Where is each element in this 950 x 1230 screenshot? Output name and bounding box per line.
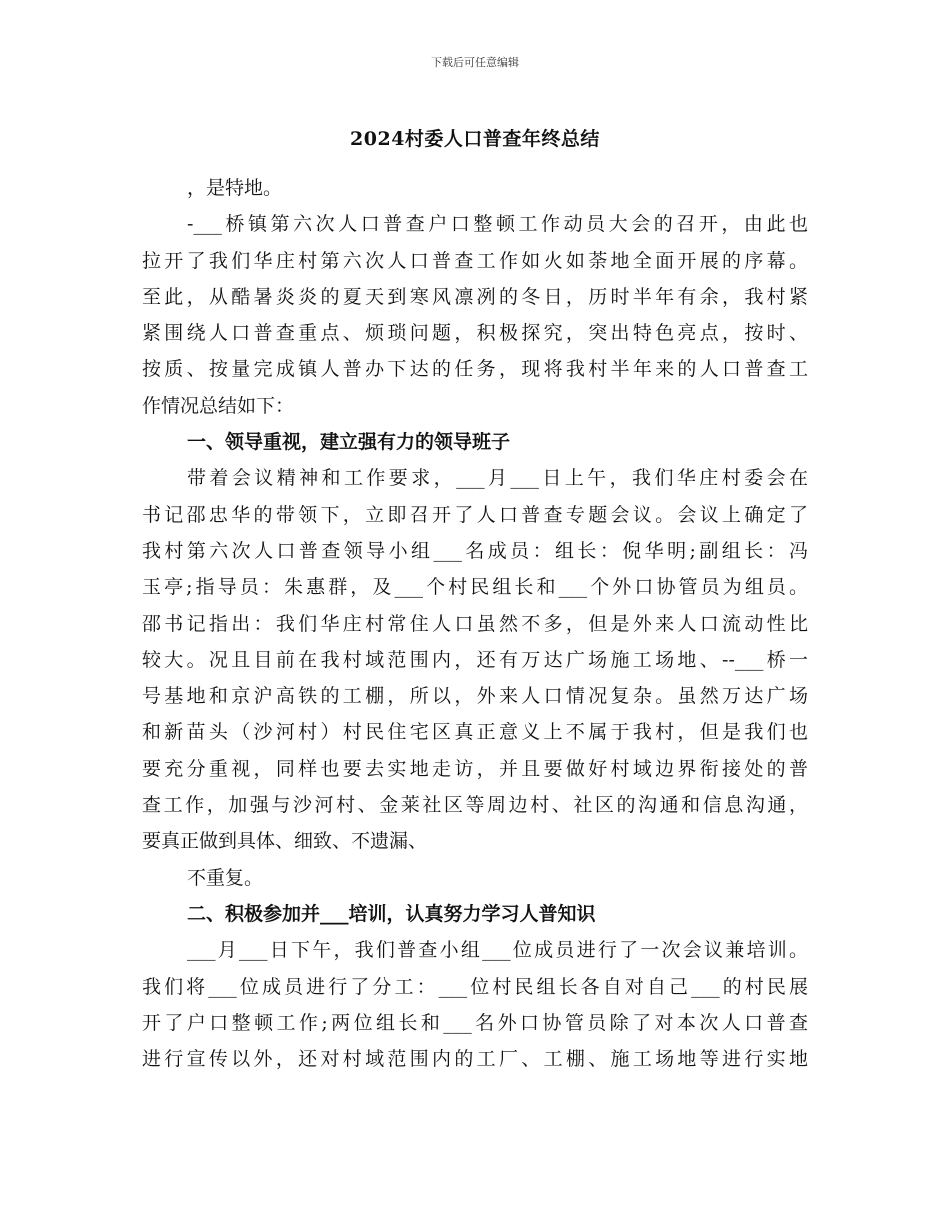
section-heading: 一、领导重视，建立强有力的领导班子 xyxy=(187,431,511,454)
paragraph-line: 拉开了我们华庄村第六次人口普查工作如火如荼地全面开展的序幕。 xyxy=(142,249,808,272)
paragraph-line: ，是特地。 xyxy=(187,177,283,199)
paragraph-line: 和新苗头（沙河村）村民住宅区真正意义上不属于我村，但是我们也 xyxy=(142,721,808,744)
paragraph-line: 号基地和京沪高铁的工棚，所以，外来人口情况复杂。虽然万达广场 xyxy=(142,685,808,708)
paragraph-line: 我村第六次人口普查领导小组___名成员：组长：倪华明;副组长：冯 xyxy=(142,539,808,562)
paragraph-line: 开了户口整顿工作;两位组长和___名外口协管员除了对本次人口普查 xyxy=(142,1011,808,1034)
paragraph-line: 邵书记指出：我们华庄村常住人口虽然不多，但是外来人口流动性比 xyxy=(142,612,808,635)
paragraph-line: 作情况总结如下： xyxy=(142,394,295,417)
paragraph-line: 查工作，加强与沙河村、金莱社区等周边村、社区的沟通和信息沟通， xyxy=(142,794,808,817)
paragraph-line: 要充分重视，同样也要去实地走访，并且要做好村域边界衔接处的普 xyxy=(142,757,808,780)
paragraph-line: ___月___日下午，我们普查小组___位成员进行了一次会议兼培训。 xyxy=(187,939,808,962)
paragraph-line: 我们将___位成员进行了分工：___位村民组长各自对自己___的村民展 xyxy=(142,975,808,998)
paragraph-line: 按质、按量完成镇人普办下达的任务，现将我村半年来的人口普查工 xyxy=(142,358,808,381)
paragraph-line: 玉亭;指导员：朱惠群，及___个村民组长和___个外口协管员为组员。 xyxy=(142,576,808,599)
paragraph-line: -___桥镇第六次人口普查户口整顿工作动员大会的召开，由此也 xyxy=(187,213,808,236)
paragraph-line: 要真正做到具体、细致、不遗漏、 xyxy=(142,830,428,853)
paragraph-line: 书记邵忠华的带领下，立即召开了人口普查专题会议。会议上确定了 xyxy=(142,503,808,526)
section-heading: 二、积极参加并___培训，认真努力学习人普知识 xyxy=(187,902,596,925)
paragraph-line: 进行宣传以外，还对村域范围内的工厂、工棚、施工场地等进行实地 xyxy=(142,1048,808,1071)
document-body xyxy=(142,170,808,1077)
paragraph-line: 至此，从酷暑炎炎的夏天到寒风凛冽的冬日，历时半年有余，我村紧 xyxy=(142,285,808,308)
paragraph-line: 带着会议精神和工作要求，___月___日上午，我们华庄村委会在 xyxy=(187,467,808,490)
paragraph-line: 较大。况且目前在我村域范围内，还有万达广场施工场地、--___桥一 xyxy=(142,648,808,671)
document-title: 2024村委人口普查年终总结 xyxy=(350,128,600,150)
paragraph-line: 不重复。 xyxy=(187,866,264,889)
header-note: 下载后可任意编辑 xyxy=(431,56,519,69)
paragraph-line: 紧围绕人口普查重点、烦琐问题，积极探究，突出特色亮点，按时、 xyxy=(142,322,808,345)
